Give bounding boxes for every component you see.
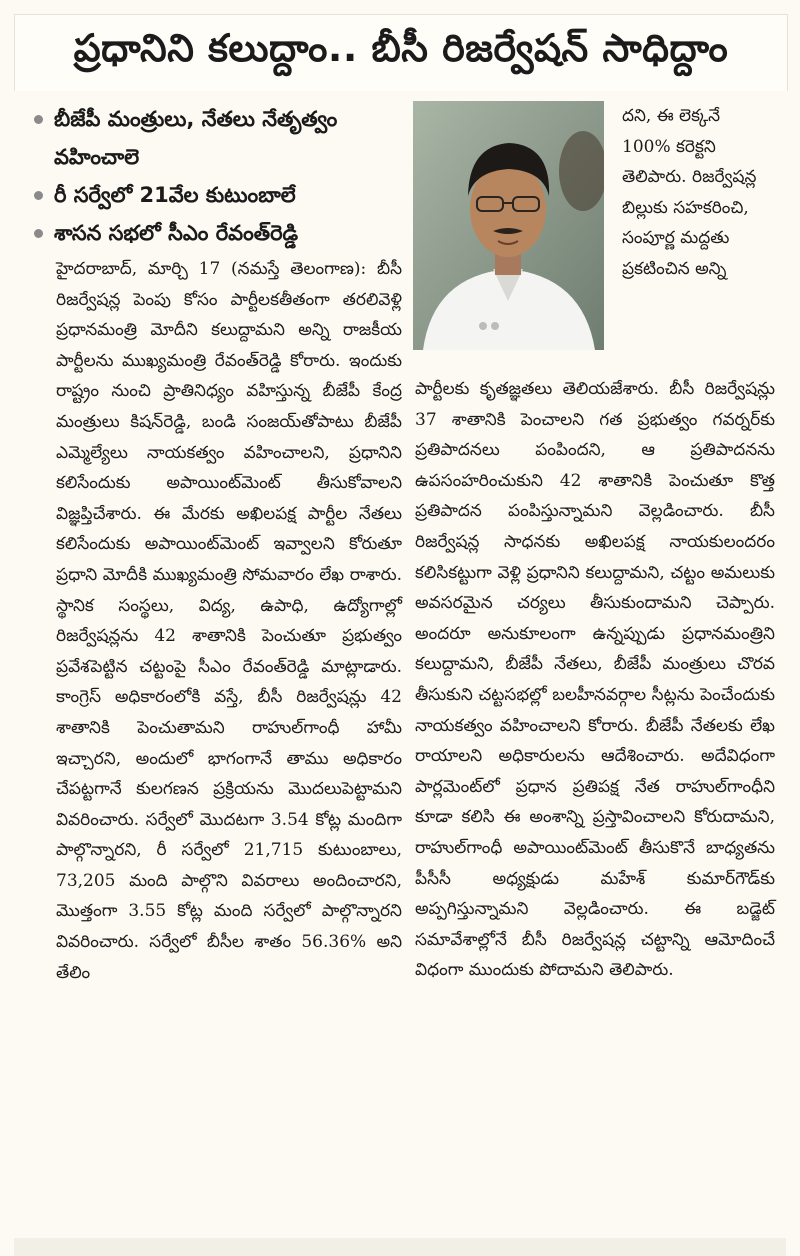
article-right-top-column: దని, ఈ లెక్కనే 100% కరెక్టని తెలిపారు. రిజర్వేషన్ల బిల్లుకు సహకరించి, సంపూర్ణ మద్దతు ప్రకటించిన అన్ని: [622, 106, 757, 279]
headline: ప్రధానిని కలుద్దాం.. బీసీ రిజర్వేషన్ సాధిద్దాం: [14, 14, 788, 91]
article-left-column: హైదరాబాద్, మార్చి 17 (నమస్తే తెలంగాణ): బీసీ రిజర్వేషన్ల పెంపు కోసం పార్టీలకతీతంగా తరలివెళ్లి ప్రధానమంత్రి మోదీని కలుద్దామని అన్ని రాజకీయ పార్టీలను ముఖ్యమంత్రి రేవంత్‌రెడ్డి కోరారు. ఇందుకు రాష్ట్రం నుంచి ప్రాతినిధ్యం వహిస్తున్న బీజేపీ కేంద్ర మంత్రులు కిషన్‌రెడ్డి, బండి సంజయ్‌తోపాటు బీజేపీ ఎమ్మెల్యేలు నాయకత్వం వహించాలని, ప్రధానిని కలిసేందుకు అపాయింట్‌మెంట్ తీసుకోవాలని విజ్ఞప్తిచేశారు. ఈ మేరకు అఖిలపక్ష పార్టీల నేతలు కలిసేందుకు అపాయింట్‌మెంట్ ఇవ్వాలని కోరుతూ ప్రధాని మోదీకి ముఖ్యమంత్రి సోమవారం లేఖ రాశారు. స్థానిక సంస్థలు, విద్య, ఉపాధి, ఉద్యోగాల్లో రిజర్వేషన్లను 42 శాతానికి పెంచుతూ ప్రభుత్వం ప్రవేశపెట్టిన చట్టంపై సీఎం రేవంత్‌రెడ్డి మాట్లాడారు. కాంగ్రెస్ అధికారంలోకి వస్తే, బీసీ రిజర్వేషన్లు 42 శాతానికి పెంచుతామని రాహుల్‌గాంధీ హామీ ఇచ్చారని, అందులో భాగంగానే తాము అధికారం చేపట్టగానే కులగణన ప్రక్రియను మొదలుపెట్టామని వివరించారు. సర్వేలో మొదటగా 3.54 కోట్ల మందిగా పాల్గొన్నారని, రీ సర్వేలో 21,715 కుటుంబాలు, 73,205 మంది పాల్గొని వివరాలు అందించారని, మొత్తంగా 3.55 కోట్ల మంది సర్వేలో పాల్గొన్నారని వివరించారు. సర్వేలో బీసీల శాతం 56.36% అని తేలిం: [56, 259, 402, 983]
bullet-text: బీజేపీ మంత్రులు, నేతలు నేతృత్వం వహించాలె: [54, 107, 338, 169]
bullet-item: [30, 214, 410, 252]
bullet-text: రీ సర్వేలో 21వేల కుటుంబాలే: [54, 183, 296, 207]
portrait-photo: [413, 101, 604, 350]
bullet-list: [30, 100, 410, 252]
bullet-item: [30, 176, 410, 214]
page-bottom-edge: [14, 1238, 786, 1256]
bullet-text: శాసన సభలో సీఎం రేవంత్‌రెడ్డి: [54, 221, 299, 245]
bullet-dot-icon: [34, 229, 43, 238]
portrait-photo-icon: [413, 101, 604, 350]
bullet-dot-icon: [34, 115, 43, 124]
bullet-item: [30, 100, 410, 176]
bullet-dot-icon: [34, 191, 43, 200]
article-right-column: పార్టీలకు కృతజ్ఞతలు తెలియజేశారు. బీసీ రిజర్వేషన్లు 37 శాతానికి పెంచాలని గత ప్రభుత్వం గవర్నర్‌కు ప్రతిపాదనలు పంపిందని, ఆ ప్రతిపాదనను ఉపసంహరించుకుని 42 శాతానికి పెంచుతూ కొత్త ప్రతిపాదన పంపిస్తున్నామని వెల్లడించారు. బీసీ రిజర్వేషన్ల సాధనకు అఖిలపక్ష నాయకులందరం కలిసికట్టుగా వెళ్లి ప్రధానిని కలుద్దామని, చట్టం అమలుకు అవసరమైన చర్యలు తీసుకుందామని చెప్పారు. అందరూ అనుకూలంగా ఉన్నప్పుడు ప్రధానమంత్రిని కలుద్దామని, బీజేపీ నేతలు, బీజేపీ మంత్రులు చొరవ తీసుకుని చట్టసభల్లో బలహీనవర్గాల సీట్లను పెంచేందుకు నాయకత్వం వహించాలని కోరారు. బీజేపీ నేతలకు లేఖ రాయాలని అధికారులను ఆదేశించారు. అదేవిధంగా పార్లమెంట్‌లో ప్రధాన ప్రతిపక్ష నేత రాహుల్‌గాంధీని కూడా కలిసి ఈ అంశాన్ని ప్రస్తావించాలని కోరుదామని, రాహుల్‌గాంధీ అపాయింట్‌మెంట్ తీసుకొనే బాధ్యతను పీసీసీ అధ్యక్షుడు మహేశ్ కుమార్‌గౌడ్‌కు అప్పగిస్తున్నామని వెల్లడించారు. ఈ బడ్జెట్ సమావేశాల్లోనే బీసీ రిజర్వేషన్ల చట్టాన్ని ఆమోదించే విధంగా ముందుకు పోదామని తెలిపారు.: [415, 379, 775, 981]
